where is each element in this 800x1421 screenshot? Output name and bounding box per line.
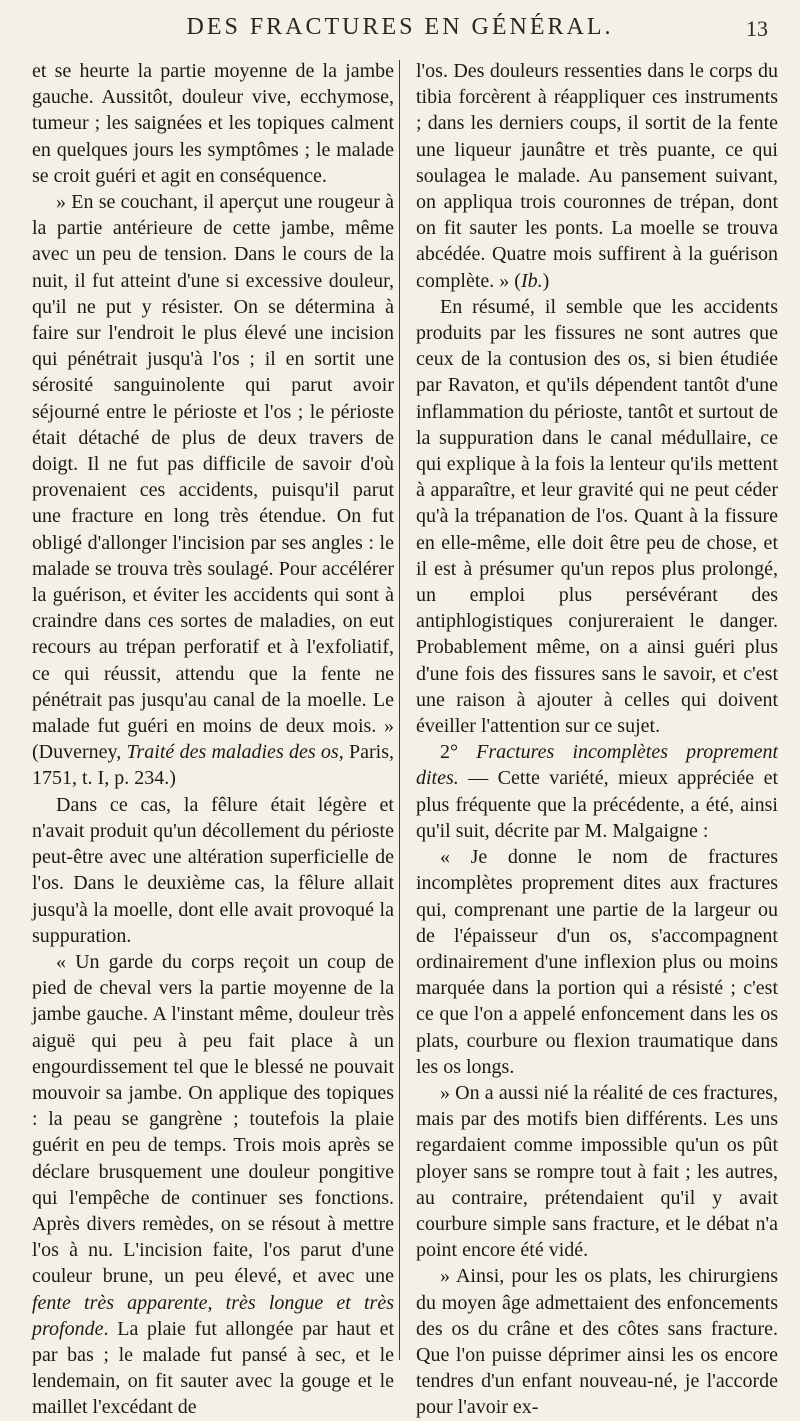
text-run: « Un garde du corps reçoit un coup de pied de cheval vers la partie moyenne de la jambe gauche. A l'instant même, douleur très aiguë qui peu à peu fait place à un engourdissement tel que le blessé ne pouvait mouvoir sa jambe. On applique des topiques : la peau se gangrène ; toutefois la plaie guérit en peu de temps. Trois mois après se déclare brusquement une douleur pongitive qui l'empêche de continuer ses fonctions. Après divers remèdes, on se résout à mettre l'os à nu. L'incision faite, l'os parut d'une couleur brune, un peu élevé, et avec une	[32, 950, 394, 1288]
text-run: )	[542, 269, 550, 292]
paragraph: » Ainsi, pour les os plats, les chirurgiens du moyen âge admettaient des enfoncements des os du crâne et des côtes sans fracture. Que l'on puisse déprimer ainsi les os encore tendres d'un enfant nouveau-né, je l'accorde pour l'avoir ex-	[416, 1265, 778, 1419]
paragraph	[416, 739, 778, 844]
paragraph: » On a aussi nié la réalité de ces fractures, mais par des motifs bien différents. Les uns regardaient comme impossible qu'un os pût ployer sans se rompre tout à fait ; les autres, au contraire, prétendaient qu'il y avait courbure simple sans fracture, et le débat n'a point encore été vidé.	[416, 1081, 778, 1262]
left-column	[32, 58, 394, 1421]
paragraph: En résumé, il semble que les accidents produits par les fissures ne sont autres que ceux de la contusion des os, si bien étudiée par Ravaton, et qu'ils dépendent tantôt d'une inflammation du périoste, tantôt et surtout de la suppuration dans le canal médullaire, ce qui explique à la fois la lenteur qu'ils mettent à apparaître, et leur gravité qui ne peut céder qu'à la trépanation de l'os. Quant à la fissure en elle-même, elle doit être peu de chose, et il est à présumer qu'un repos plus prolongé, un emploi plus persévérant des antiphlogistiques conjureraient le danger. Probablement même, on a ainsi guéri plus d'une fois des fissures sans le savoir, et c'est une raison à ajouter à celles qui doivent éveiller l'attention sur ce sujet.	[416, 295, 778, 738]
right-column	[416, 58, 778, 1421]
text-run: » En se couchant, il aperçut une rougeur à la partie antérieure de cette jambe, même avec un peu de tension. Dans le cours de la nuit, il fut atteint d'une si excessive douleur, qu'il ne put y résister. On se détermina à faire sur l'endroit le plus élevé une incision qui pénétrait jusqu'à l'os ; il en sortit une sérosité sanguinolente qui parut avoir séjourné entre le périoste et l'os ; le périoste était détaché de plus de deux travers de doigt. Il ne fut pas difficile de savoir d'où provenaient ces accidents, puisqu'il parut une fracture en long très étendue. On fut obligé d'allonger l'incision par ses angles : le malade se trouva très soulagé. Pour accélérer la guérison, et éviter les accidents qui sont à craindre dans ces sortes de maladies, on eut recours au trépan perforatif et à l'exfoliatif, ce qui réussit, attendu que la fente ne pénétrait pas jusqu'au canal de la moelle. Le malade fut guéri en moins de deux mois. » (Duverney,	[32, 191, 394, 764]
paragraph: Dans ce cas, la fêlure était légère et n'avait produit qu'un décollement du périoste peut-être avec une altération superficielle de l'os. Dans le deuxième cas, la fêlure allait jusqu'à la moelle, dont elle avait provoqué la suppuration.	[32, 793, 394, 947]
book-title: Traité des maladies des os	[126, 741, 339, 764]
text-run: — Cette variété, mieux appréciée et plus fréquente que la précédente, a été, ainsi qu'il suit, décrite par M. Malgaigne :	[416, 767, 778, 842]
paragraph	[416, 58, 778, 294]
paragraph	[32, 189, 394, 792]
section-number: 2°	[440, 741, 477, 764]
citation: , Paris, 1751, t. I, p. 234.)	[32, 741, 394, 790]
paragraph	[32, 949, 394, 1421]
paragraph: et se heurte la partie moyenne de la jambe gauche. Aussitôt, douleur vive, ecchymose, tumeur ; les saignées et les topiques calment en quelques jours les symptômes ; le malade se croit guéri et agit en conséquence.	[32, 60, 394, 187]
section-heading: Fractures incomplètes proprement dites.	[416, 741, 779, 790]
paragraph: « Je donne le nom de fractures incomplètes proprement dites aux fractures qui, comprenant une partie de la largeur ou de l'épaisseur d'un os, s'accompagnent ordinairement d'une inflexion plus ou moins marquée dans la portion qui a résisté ; c'est ce que l'on a appelé enfoncement dans les os plats, courbure ou flexion traumatique dans les os longs.	[416, 846, 778, 1078]
column-rule	[399, 60, 400, 1360]
emphasis: fente très apparente, très longue et très profonde	[32, 1291, 394, 1340]
reference-ibid: Ib.	[520, 269, 543, 292]
page-number: 13	[746, 16, 768, 41]
text-run: l'os. Des douleurs ressenties dans le corps du tibia forcèrent à réappliquer ces instruments ; dans les derniers coups, il sortit de la fente une liqueur jaunâtre et très puante, ce qui soulagea le malade. Au pansement suivant, on appliqua trois couronnes de trépan, dont on fit sauter les ponts. La moelle se trouva abcédée. Quatre mois suffirent à la guérison complète. » (	[416, 60, 778, 292]
text-run: . La plaie fut allongée par haut et par bas ; le malade fut pansé à sec, et le lendemain, on fit sauter avec la gouge et le maillet l'excédant de	[32, 1317, 394, 1419]
running-title: DES FRACTURES EN GÉNÉRAL.	[186, 14, 614, 40]
running-head	[0, 14, 800, 54]
